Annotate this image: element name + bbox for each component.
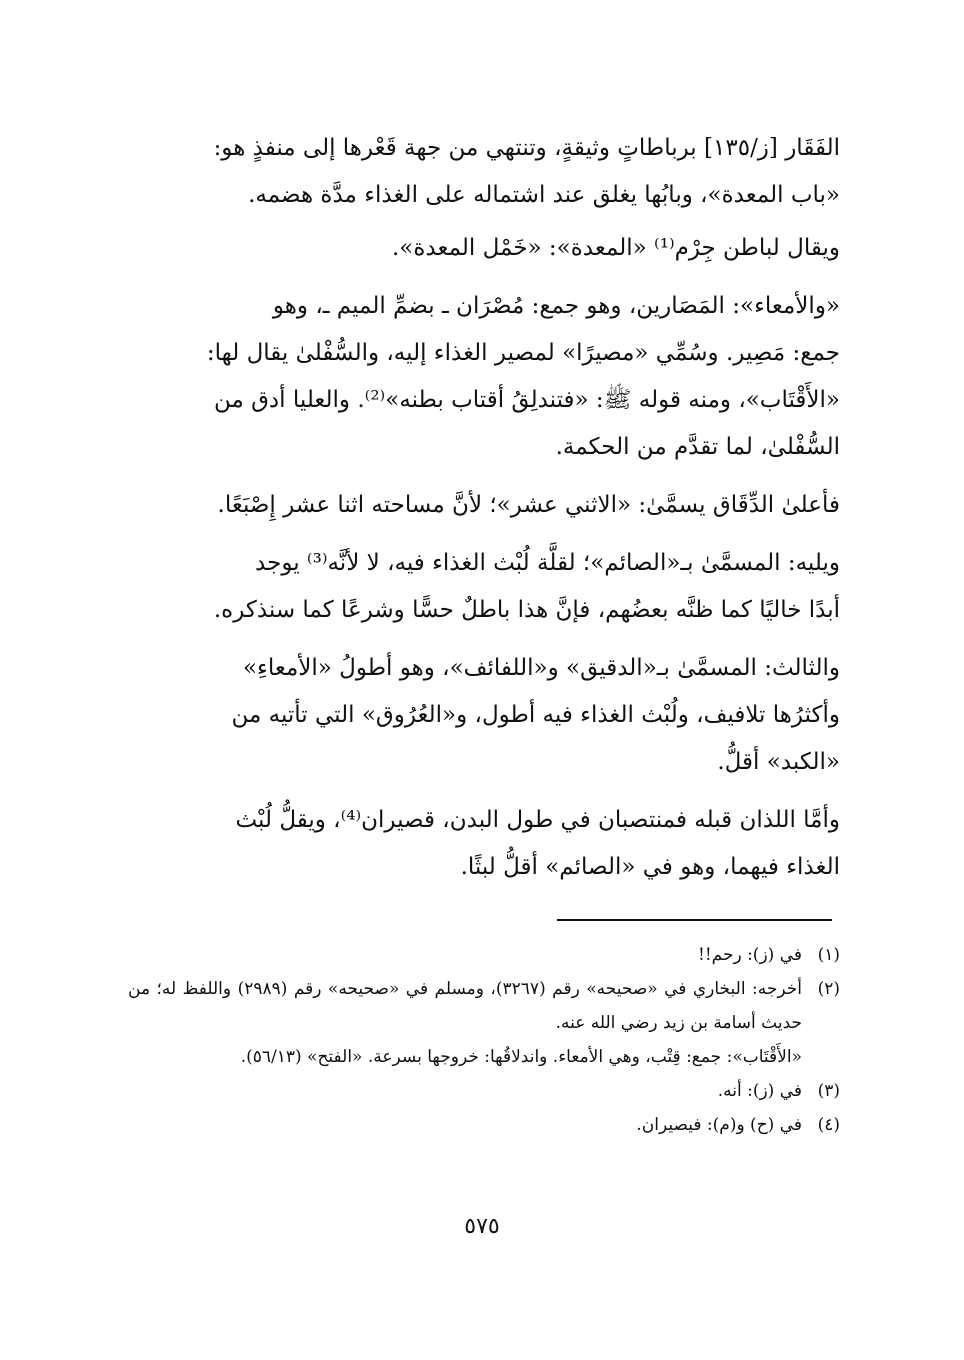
- text-line: الغذاء فيهما، وهو في «الصائم» أقلُّ لبثًا.: [460, 854, 840, 880]
- footnote-text: في (ز): أنه.: [717, 1081, 802, 1101]
- footnote: [128, 1108, 840, 1142]
- paragraph: [128, 645, 840, 786]
- paragraph: [128, 797, 840, 891]
- paragraph: [128, 540, 840, 634]
- footnote-number: (٢): [817, 979, 840, 999]
- footnote-separator: [557, 919, 832, 921]
- paragraph: [128, 125, 840, 219]
- text-line: الفَقَار [ز/١٣٥] برباطاتٍ وثيقةٍ، وتنتهي من جهة قَعْرها إلى منفذٍ هو:: [213, 135, 840, 161]
- text-line: جمع: مَصِير. وسُمِّي «مصيرًا» لمصير الغذاء إليه، والسُّفْلىٰ يقال لها:: [206, 340, 840, 366]
- footnote: [128, 938, 840, 972]
- text-line: «الأَقْتَاب»، ومنه قوله ﷺ: «فتندلِقُ أقتاب بطنه»⁽²⁾. والعليا أدق من: [213, 387, 840, 413]
- footnote: [128, 972, 840, 1040]
- text-line: والثالث: المسمَّىٰ بـ«الدقيق» و«اللفائف»، وهو أطولُ «الأمعاءِ»: [242, 655, 840, 681]
- text-line: وأمَّا اللذان قبله فمنتصبان في طول البدن، قصيران⁽⁴⁾، ويقلُّ لُبْث: [235, 807, 840, 833]
- main-text: [128, 125, 840, 902]
- text-line: «الكبد» أقلُّ.: [717, 749, 840, 775]
- text-line: ويليه: المسمَّىٰ بـ«الصائم»؛ لقلَّة لُبْث الغذاء فيه، لا لأنَّه⁽³⁾ يوجد: [255, 550, 840, 576]
- text-line: «باب المعدة»، وبابُها يغلق عند اشتماله على الغذاء مدَّة هضمه.: [248, 182, 840, 208]
- footnote-number: (١): [817, 945, 840, 965]
- footnote-number: (٤): [817, 1115, 840, 1135]
- text-line: أبدًا خاليًا كما ظنَّه بعضُهم، فإنَّ هذا باطلٌ حسًّا وشرعًا كما سنذكره.: [213, 597, 840, 623]
- text-line: السُّفْلىٰ، لما تقدَّم من الحكمة.: [555, 434, 840, 460]
- paragraph: [128, 225, 840, 272]
- text-line: ويقال لباطن جِرْم⁽¹⁾ «المعدة»: «خَمْل المعدة».: [392, 235, 840, 261]
- text-line: فأعلىٰ الدِّقَاق يسمَّىٰ: «الاثني عشر»؛ لأنَّ مساحته اثنا عشر إِصْبَعًا.: [217, 492, 840, 518]
- paragraph: [128, 482, 840, 529]
- footnotes: [128, 938, 840, 1142]
- footnote: [128, 1074, 840, 1108]
- footnote-number: (٣): [817, 1081, 840, 1101]
- text-line: «والأمعاء»: المَصَارين، وهو جمع: مُصْرَان ـ بضمِّ الميم ـ، وهو: [272, 293, 840, 319]
- footnote-text: أخرجه: البخاري في «صحيحه» رقم (٣٢٦٧)، ومسلم في «صحيحه» رقم (٢٩٨٩) واللفظ له؛ من حديث أسامة بن زيد رضي الله عنه.: [128, 979, 802, 1033]
- footnote-text: في (ح) و(م): فيصيران.: [636, 1115, 802, 1135]
- paragraph: [128, 283, 840, 471]
- footnote-text: «الأَقْتَاب»: جمع: قِتْب، وهي الأمعاء. واندلاقُها: خروجها بسرعة. «الفتح» (٥٦/١٣).: [240, 1047, 802, 1067]
- page-number: ٥٧٥: [464, 1214, 500, 1239]
- footnote: [128, 1040, 840, 1074]
- text-line: وأكثرُها تلافيف، ولُبْث الغذاء فيه أطول، و«العُرُوق» التي تأتيه من: [231, 702, 840, 728]
- footnote-text: في (ز): رحم!!: [697, 945, 802, 965]
